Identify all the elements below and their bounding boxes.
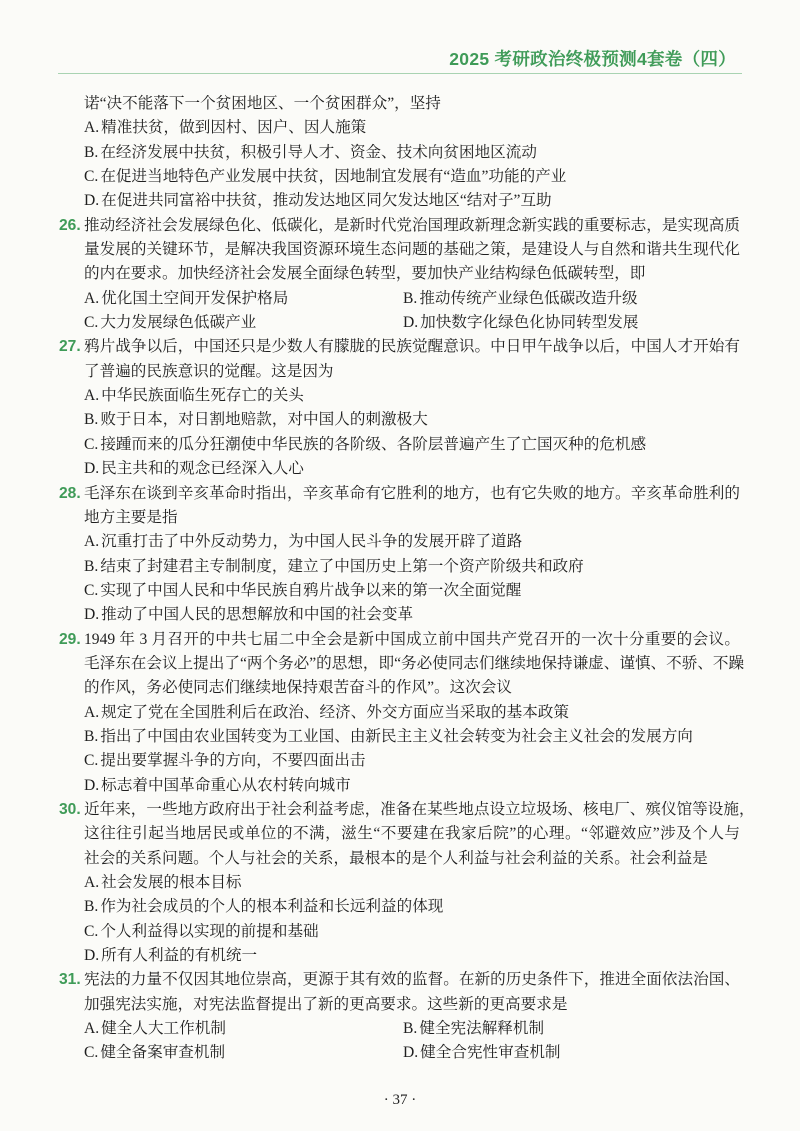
option-list xyxy=(84,871,740,968)
option-list xyxy=(84,701,740,798)
option-list xyxy=(84,287,740,336)
option-label: B. xyxy=(403,289,418,307)
option-label: D. xyxy=(84,192,100,210)
option-label: A. xyxy=(84,533,100,551)
stem-line: 的作风，务必使同志们继续地保持艰苦奋斗的作风”。这次会议 xyxy=(84,679,512,697)
option-a xyxy=(84,871,740,895)
stem-line: 诺“决不能落下一个贫困地区、一个贫困群众”，坚持 xyxy=(84,95,441,112)
stem-line: 鸦片战争以后，中国还只是少数人有朦胧的民族觉醒意识。中日甲午战争以后，中国人才开始有 xyxy=(84,338,740,356)
option-d xyxy=(84,774,740,798)
question-31 xyxy=(59,968,740,1065)
option-text: 实现了中国人民和中华民族自鸦片战争以来的第一次全面觉醒 xyxy=(100,581,522,599)
stem-line: 推动经济社会发展绿色化、低碳化，是新时代党治国理政新理念新实践的重要标志，是实现高质 xyxy=(84,216,740,234)
option-text: 结束了封建君主专制制度，建立了中国历史上第一个资产阶级共和政府 xyxy=(100,557,584,575)
option-text: 健全人大工作机制 xyxy=(101,1020,226,1038)
option-c xyxy=(84,165,740,189)
stem-line: 加强宪法实施，对宪法监督提出了新的更高要求。这些新的更高要求是 xyxy=(84,995,568,1013)
option-text: 个人利益得以实现的前提和基础 xyxy=(100,922,319,940)
header-rule xyxy=(58,73,742,74)
option-text: 健全合宪性审查机制 xyxy=(420,1044,561,1062)
option-d xyxy=(84,944,740,968)
option-c xyxy=(84,579,740,603)
option-label: B. xyxy=(84,411,99,429)
question-number: 26. xyxy=(59,216,81,234)
option-text: 大力发展绿色低碳产业 xyxy=(100,314,257,332)
question-stem xyxy=(84,92,740,116)
option-text: 社会发展的根本目标 xyxy=(101,874,242,891)
question-stem xyxy=(84,798,755,871)
option-text: 推动了中国人民的思想解放和中国的社会变革 xyxy=(101,606,414,624)
option-label: A. xyxy=(84,874,100,891)
question-number: 31. xyxy=(59,971,81,989)
option-label: B. xyxy=(84,143,99,161)
option-c xyxy=(84,433,740,457)
option-label: C. xyxy=(84,435,99,453)
option-text: 在经济发展中扶贫，积极引导人才、资金、技术向贫困地区流动 xyxy=(100,143,537,161)
option-a xyxy=(84,384,740,408)
option-a xyxy=(84,116,740,140)
option-text: 作为社会成员的个人的根本利益和长远利益的体现 xyxy=(100,898,444,916)
option-b xyxy=(84,408,740,432)
stem-line: 这往往引起当地居民或单位的不满，滋生“不要建在我家后院”的心理。“邻避效应”涉及个人与 xyxy=(84,825,740,843)
option-a xyxy=(84,530,740,554)
running-header xyxy=(449,47,736,71)
question-28 xyxy=(59,482,740,628)
option-text: 加快数字化绿色化协同转型发展 xyxy=(420,314,639,332)
option-label: A. xyxy=(84,119,100,137)
option-c xyxy=(84,749,740,773)
option-d xyxy=(84,603,740,627)
option-list xyxy=(84,1017,740,1066)
option-label: D. xyxy=(403,314,419,332)
option-c xyxy=(84,311,403,335)
question-30 xyxy=(59,798,755,968)
option-label: B. xyxy=(84,898,99,916)
option-label: B. xyxy=(403,1020,418,1038)
option-a xyxy=(84,1017,403,1041)
question-29 xyxy=(59,628,745,798)
option-label: A. xyxy=(84,289,100,307)
question-25-continued xyxy=(84,92,740,214)
question-27 xyxy=(59,335,740,481)
option-c xyxy=(84,920,740,944)
option-label: A. xyxy=(84,387,100,405)
stem-line: 1949 年 3 月召开的中共七届二中全会是新中国成立前中国共产党召开的一次十分重要的会议。 xyxy=(84,630,740,648)
option-text: 指出了中国由农业国转变为工业国、由新民主主义社会转变为社会主义社会的发展方向 xyxy=(100,727,693,745)
option-text: 规定了党在全国胜利后在政治、经济、外交方面应当采取的基本政策 xyxy=(101,703,569,721)
question-number: 30. xyxy=(59,800,81,818)
option-list xyxy=(84,530,740,627)
option-label: D. xyxy=(84,460,100,478)
option-d xyxy=(403,311,740,335)
option-text: 接踵而来的瓜分狂潮使中华民族的各阶级、各阶层普遍产生了亡国灭种的危机感 xyxy=(100,435,647,453)
option-b xyxy=(403,287,740,311)
option-label: A. xyxy=(84,1020,100,1038)
stem-line: 了普遍的民族意识的觉醒。这是因为 xyxy=(84,362,334,380)
option-text: 提出要掌握斗争的方向，不要四面出击 xyxy=(100,752,366,770)
option-label: D. xyxy=(403,1044,419,1062)
option-text: 健全宪法解释机制 xyxy=(419,1020,545,1038)
option-text: 推动传统产业绿色低碳改造升级 xyxy=(419,289,638,307)
option-label: B. xyxy=(84,557,99,575)
question-stem xyxy=(84,335,740,384)
question-number: 27. xyxy=(59,338,81,356)
option-d xyxy=(84,189,740,213)
question-stem xyxy=(84,628,745,701)
option-text: 所有人利益的有机统一 xyxy=(101,947,258,965)
option-b xyxy=(84,555,740,579)
option-text: 民主共和的观念已经深入人心 xyxy=(101,460,304,478)
option-text: 标志着中国革命重心从农村转向城市 xyxy=(101,776,351,794)
question-stem xyxy=(84,214,740,287)
option-text: 在促进共同富裕中扶贫，推动发达地区同欠发达地区“结对子”互助 xyxy=(101,192,552,210)
stem-line: 宪法的力量不仅因其地位崇高，更源于其有效的监督。在新的历史条件下，推进全面依法治国、 xyxy=(84,971,740,989)
option-b xyxy=(84,895,740,919)
option-label: C. xyxy=(84,581,99,599)
option-d xyxy=(403,1041,740,1065)
page-number: · 37 · xyxy=(383,1092,417,1108)
option-text: 中华民族面临生死存亡的关头 xyxy=(101,387,304,405)
stem-line: 毛泽东在谈到辛亥革命时指出，辛亥革命有它胜利的地方，也有它失败的地方。辛亥革命胜利的 xyxy=(84,484,740,502)
option-text: 在促进当地特色产业发展中扶贫，因地制宜发展有“造血”功能的产业 xyxy=(100,168,567,186)
option-a xyxy=(84,701,740,725)
option-label: B. xyxy=(84,727,99,745)
option-label: C. xyxy=(84,922,99,940)
option-label: C. xyxy=(84,752,99,770)
option-a xyxy=(84,287,403,311)
option-text: 败于日本，对日割地赔款，对中国人的刺激极大 xyxy=(100,411,428,429)
option-label: C. xyxy=(84,1044,99,1062)
option-b xyxy=(84,141,740,165)
option-label: D. xyxy=(84,606,100,624)
stem-line: 地方主要是指 xyxy=(84,508,178,526)
question-stem xyxy=(84,968,740,1017)
header-title: 2025 考研政治终极预测4套卷（四） xyxy=(449,49,736,69)
option-label: C. xyxy=(84,314,99,332)
option-text: 健全备案审查机制 xyxy=(100,1044,226,1062)
option-list xyxy=(84,384,740,481)
option-text: 精准扶贫，做到因村、因户、因人施策 xyxy=(101,119,367,137)
stem-line: 近年来，一些地方政府出于社会利益考虑，准备在某些地点设立垃圾场、核电厂、殡仪馆等设施， xyxy=(84,800,755,818)
option-d xyxy=(84,457,740,481)
option-text: 优化国土空间开发保护格局 xyxy=(101,289,289,307)
stem-line: 量发展的关键环节，是解决我国资源环境生态问题的基础之策，是建设人与自然和谐共生现代化 xyxy=(84,241,740,259)
stem-line: 社会的关系问题。个人与社会的关系，最根本的是个人利益与社会利益的关系。社会利益是 xyxy=(84,849,708,867)
option-label: C. xyxy=(84,168,99,186)
question-26 xyxy=(59,214,740,336)
option-b xyxy=(403,1017,740,1041)
question-stem xyxy=(84,482,740,531)
question-number: 29. xyxy=(59,630,81,648)
option-list xyxy=(84,116,740,213)
stem-line: 的内在要求。加快经济社会发展全面绿色转型，要加快产业结构绿色低碳转型，即 xyxy=(84,265,646,283)
question-number: 28. xyxy=(59,484,81,502)
question-list xyxy=(59,92,755,1066)
stem-line: 毛泽东在会议上提出了“两个务必”的思想，即“务必使同志们继续地保持谦虚、谨慎、不骄、不躁 xyxy=(84,654,745,672)
option-label: D. xyxy=(84,947,100,965)
option-b xyxy=(84,725,740,749)
option-c xyxy=(84,1041,403,1065)
option-label: D. xyxy=(84,776,100,794)
option-label: A. xyxy=(84,703,100,721)
option-text: 沉重打击了中外反动势力，为中国人民斗争的发展开辟了道路 xyxy=(101,533,523,551)
